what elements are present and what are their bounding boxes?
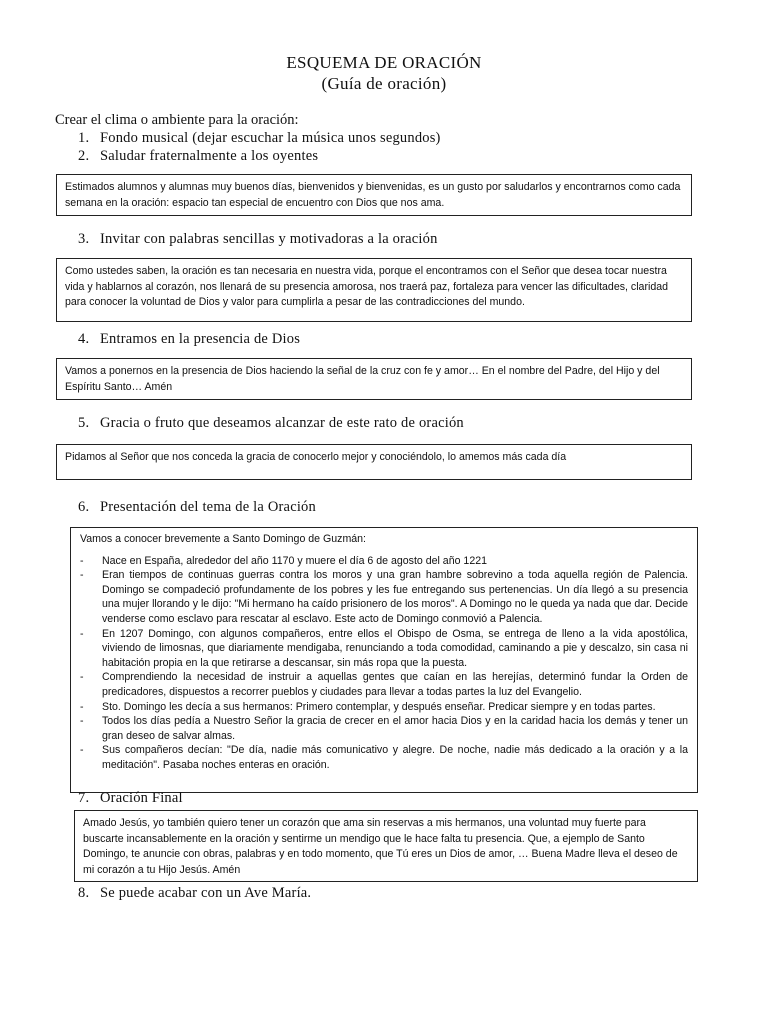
step-7 — [78, 790, 183, 807]
theme-bullet-list — [80, 554, 688, 773]
greeting-text: Estimados alumnos y alumnas muy buenos días, bienvenidos y bienvenidas, es un gusto por saludarlos y encontrarnos como cada semana en la oración: espacio tan especial de encuentro con Dios que nos ama. — [65, 181, 681, 209]
step-text: Presentación del tema de la Oración — [100, 499, 316, 515]
step-5 — [78, 415, 464, 432]
theme-point: - Eran tiempos de continuas guerras contra los moros y una gran hambre sobrevino a toda aquella región de Palencia. Domingo se compadeció profundamente de los pobres y les fue entregando sus pertenencias. Un día llegó a su presencia una mujer llorando y le dijo: "Mi hermano ha caído prisionero de los moros". A Domingo no le queda ya nada que dar. Decide venderse como esclavo para rescatar al esclavo. Este acto de Domingo conmovió a Palencia. — [80, 568, 688, 626]
step-number: 8. — [78, 885, 90, 901]
step-text: Saludar fraternalmente a los oyentes — [100, 148, 319, 164]
theme-point: - Sto. Domingo les decía a sus hermanos: Primero contemplar, y después enseñar. Predicar siempre y en todas partes. — [80, 700, 688, 715]
step-number: 5. — [78, 415, 90, 431]
theme-point: - En 1207 Domingo, con algunos compañeros, entre ellos el Obispo de Osma, se entrega de lleno a la vida apostólica, viviendo de limosnas, que diariamente mendigaba, renunciando a toda comodidad, caminando a pie y descalzo, sin casa ni habitación propia en la que retirarse a descansar, sin más ropa que la puesta. — [80, 627, 688, 671]
greeting-box — [56, 174, 692, 216]
step-3 — [78, 231, 438, 248]
step-number: 6. — [78, 499, 90, 515]
step-text: Invitar con palabras sencillas y motivadoras a la oración — [100, 231, 438, 247]
document-title: ESQUEMA DE ORACIÓN — [286, 53, 482, 72]
step-number: 7. — [78, 790, 90, 806]
intro-text: Crear el clima o ambiente para la oración: — [55, 112, 299, 128]
theme-point: - Nace en España, alrededor del año 1170 y muere el día 6 de agosto del año 1221 — [80, 554, 688, 569]
document-subtitle: (Guía de oración) — [321, 74, 447, 93]
presence-text: Vamos a ponernos en la presencia de Dios haciendo la señal de la cruz con fe y amor… En el nombre del Padre, del Hijo y del Espíritu Santo… Amén — [65, 365, 660, 393]
grace-box — [56, 444, 692, 480]
step-6 — [78, 499, 316, 516]
theme-point: - Todos los días pedía a Nuestro Señor la gracia de crecer en el amor hacia Dios y en la caridad hacia los demás y tener un gran deseo de salvar almas. — [80, 714, 688, 743]
invitation-text: Como ustedes saben, la oración es tan necesaria en nuestra vida, porque el encontramos con el Señor que desea tocar nuestra vida y hablarnos al corazón, nos llenará de su presencia amorosa, nos traerá paz, fortaleza para vencer las dificultades, claridad para conocer la voluntad de Dios y valor para cumplirla a pesar de las contradicciones del mundo. — [65, 265, 669, 308]
step-8 — [78, 885, 311, 902]
step-2 — [78, 148, 318, 165]
step-number: 4. — [78, 331, 90, 347]
step-text: Entramos en la presencia de Dios — [100, 331, 301, 347]
step-number: 3. — [78, 231, 90, 247]
final-prayer-text: Amado Jesús, yo también quiero tener un corazón que ama sin reservas a mis hermanos, una voluntad muy fuerte para buscarte incansablemente en la oración y sentirme un mendigo que le hace falta tu presencia. Que, a ejemplo de Santo Domingo, te anuncie con obras, palabras y en todo momento, que Tú eres un Dios de amor, … Buena Madre lleva el deseo de mi corazón a tu Hijo Jesús. Amén — [83, 817, 678, 876]
theme-point: - Sus compañeros decían: "De día, nadie más comunicativo y alegre. De noche, nadie más dedicado a la oración y a la meditación". Pasaba noches enteras en oración. — [80, 743, 688, 772]
step-4 — [78, 331, 300, 348]
theme-box — [70, 527, 698, 793]
grace-text: Pidamos al Señor que nos conceda la gracia de conocerlo mejor y conociéndolo, lo amemos más cada día — [65, 451, 567, 463]
step-number: 2. — [78, 148, 90, 164]
step-text: Se puede acabar con un Ave María. — [100, 885, 312, 901]
presence-box — [56, 358, 692, 400]
step-text: Gracia o fruto que deseamos alcanzar de este rato de oración — [100, 415, 464, 431]
theme-point: - Comprendiendo la necesidad de instruir a aquellas gentes que caían en las herejías, determinó fundar la Orden de predicadores, dispuestos a recorrer pueblos y ciudades para llevar a todas partes la luz del Evangelio. — [80, 670, 688, 699]
theme-intro: Vamos a conocer brevemente a Santo Domingo de Guzmán: — [80, 533, 366, 545]
step-text: Fondo musical (dejar escuchar la música unos segundos) — [100, 130, 441, 146]
final-prayer-box — [74, 810, 698, 882]
step-1 — [78, 130, 441, 147]
step-number: 1. — [78, 130, 90, 146]
invitation-box — [56, 258, 692, 322]
step-text: Oración Final — [100, 790, 183, 806]
